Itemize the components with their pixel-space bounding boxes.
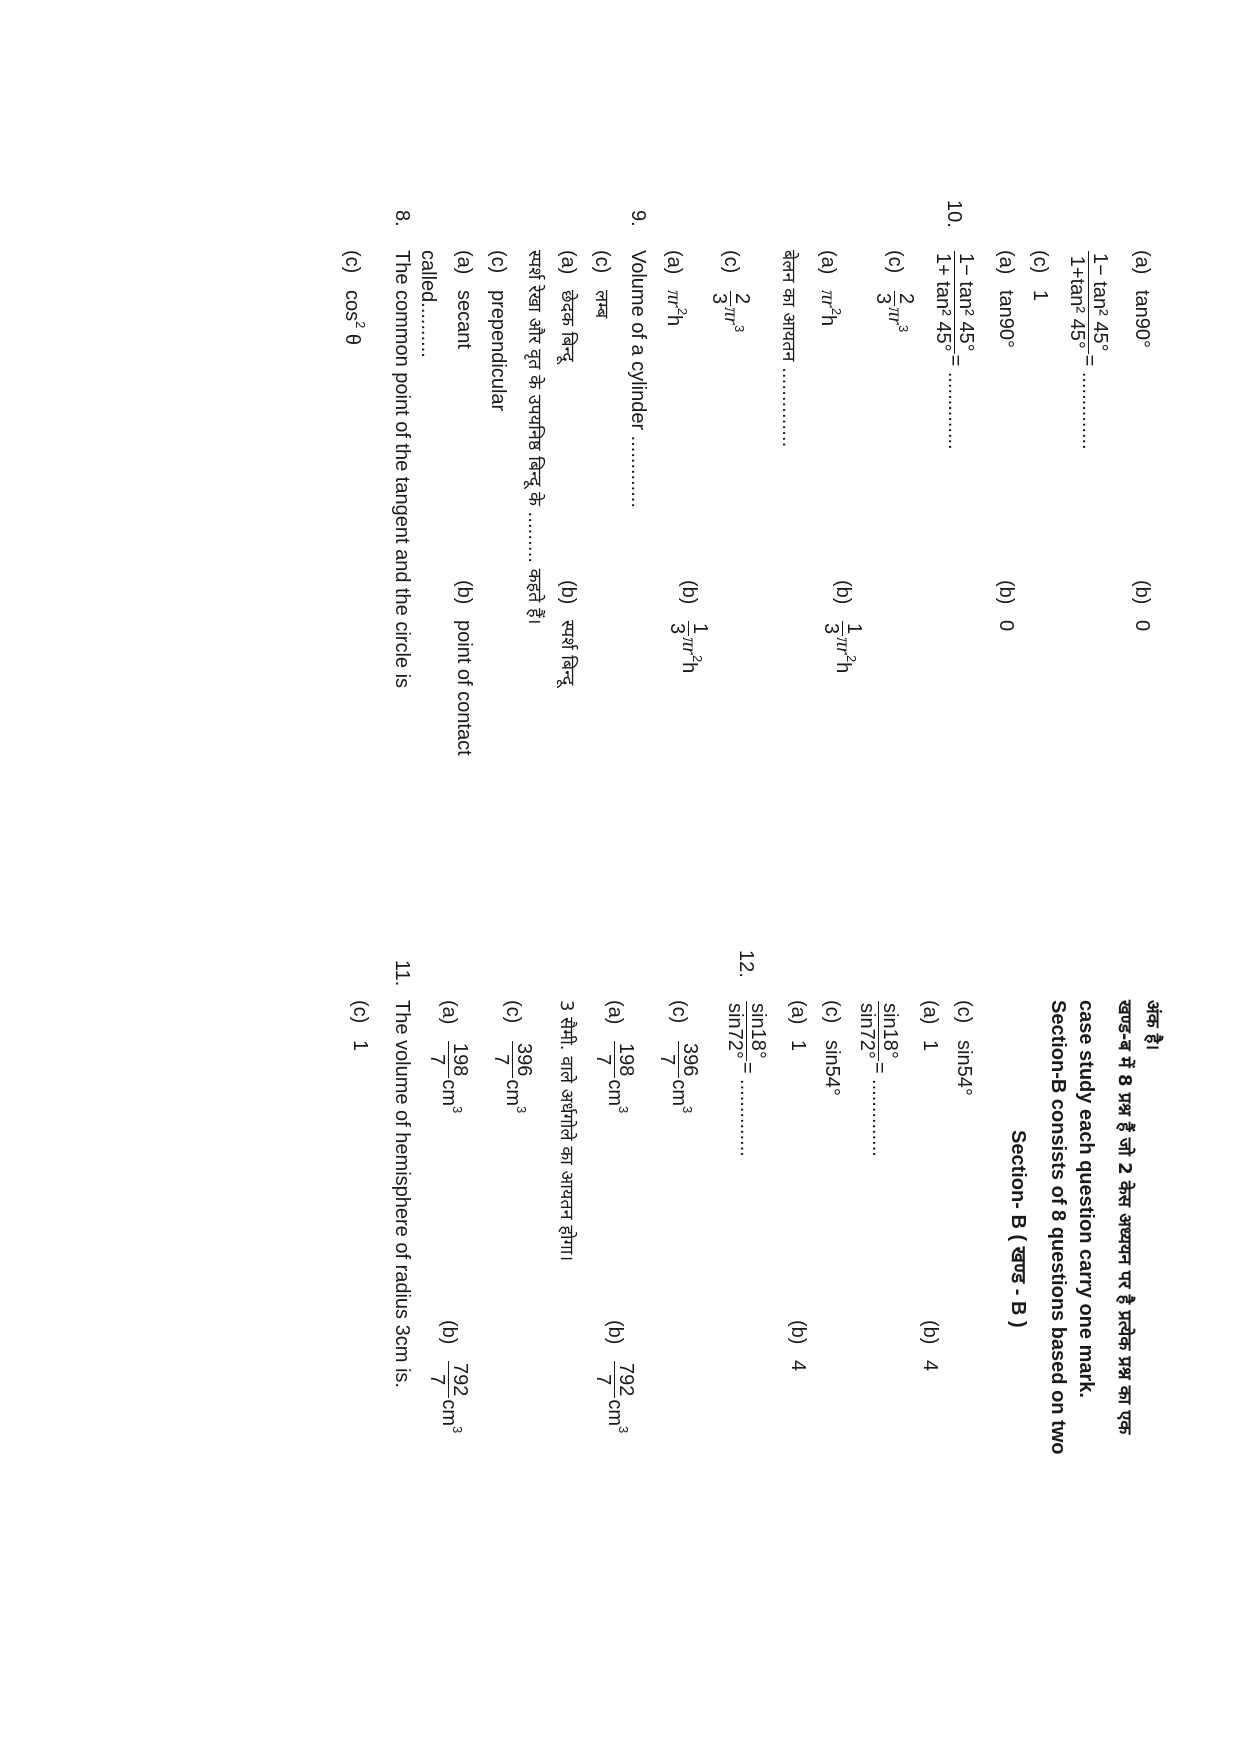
q10-hindi-option-b: (b)0 — [1131, 580, 1153, 632]
q8-line1: 8.The common point of the tangent and the circle is — [391, 210, 413, 689]
q12-hindi-option-c: (c)sin54° — [953, 1000, 975, 1096]
q7-option-c: $(c)\cos^2$ θ — [341, 250, 368, 346]
q10-option-b: (b)0 — [995, 580, 1017, 632]
q10-hindi-option-a: (a)tan90° — [1131, 250, 1153, 349]
q9-hindi-option-b: (b) 1 3 $\pi r^2h$ — [820, 580, 865, 674]
q9-hindi-question: बेलन का आयतन .............. — [778, 250, 799, 448]
q12-hindi-option-a: (a)1 — [919, 1000, 941, 1052]
q8-hindi-option-a: (a)छेदक बिन्दू — [557, 250, 579, 362]
section-b-heading: Section- B ( खण्ड - B ) — [1007, 1130, 1029, 1328]
q9-question: 9.Volume of a cylinder ............. — [627, 210, 649, 508]
q11-hindi-option-a: (a) 198 7 $cm^3$ — [592, 1000, 637, 1114]
q11-option-a: (a) 198 7 $cm^3$ — [426, 1000, 471, 1114]
q10-question: 10. 1− tan² 45° 1+ tan² 45° = .............. — [932, 200, 977, 450]
section-b-hindi-line2: अंक है। — [1142, 1000, 1163, 1051]
q12-question: 12. sin18° sin72° = .............. — [724, 950, 769, 1157]
q8-hindi-option-b: (b)स्पर्श बिन्दू — [557, 580, 579, 686]
q9-option-b: (b) 1 3 $\pi r^2h$ — [666, 580, 711, 674]
q11-hindi-question: 3 सैमी. वाले अर्धगोले का आयतन होगा। — [556, 1000, 577, 1262]
q12-hindi-option-b: (b)4 — [919, 1320, 941, 1372]
q8-hindi-question: स्पर्श रेखा और वृत के उपयनिष्ठ बिन्दू के ......... कहते हैं। — [524, 250, 545, 625]
q11-hindi-option-c: (c) 396 7 $cm^3$ — [656, 1000, 701, 1114]
section-b-hindi-line1: खण्ड-ब में 8 प्रश्न हैं जो 2 केस अध्ययन पर है प्रत्येक प्रश्न का एक — [1114, 1000, 1135, 1435]
q11-hindi-option-b: (b) 792 7 $cm^3$ — [592, 1320, 637, 1434]
q12-option-c: (c)sin54° — [821, 1000, 843, 1096]
q12-hindi-question: sin18° sin72° = .............. — [856, 1003, 901, 1157]
q11-question: 11.The volume of hemisphere of radius 3cm is. — [391, 960, 413, 1388]
q12-option-b: (b)4 — [787, 1320, 809, 1372]
q9-hindi-option-c: (c) 2 3 $\pi r^3$ — [872, 250, 917, 333]
q10-option-a: (a)tan90° — [995, 250, 1017, 349]
q11-option-c: (c) 396 7 $cm^3$ — [490, 1000, 535, 1114]
q10-tail-option-c: (c)1 — [349, 1000, 371, 1052]
q9-hindi-option-a: $(a)\pi r^2h$ — [817, 250, 844, 327]
q10-option-c: (c)1 — [1029, 250, 1051, 302]
q9-option-a: $(a)\pi r^2h$ — [663, 250, 690, 327]
q8-option-c: (c)prependicular — [487, 250, 509, 412]
q10-hindi-question: 1− tan² 45° 1+tan² 45° = .............. — [1066, 253, 1111, 450]
q8-hindi-option-c: (c)लम्ब — [591, 250, 613, 319]
section-b-line1: Section-B consists of 8 questions based on two — [1047, 1000, 1069, 1455]
q8-line2: called.......... — [417, 250, 439, 358]
q12-option-a: (a)1 — [787, 1000, 809, 1052]
q8-option-a: (a)secant — [453, 250, 475, 349]
q9-option-c: (c) 2 3 $\pi r^3$ — [708, 250, 753, 333]
q8-option-b: (b)point of contact — [453, 580, 475, 756]
section-b-line2: case study each question carry one mark. — [1075, 1000, 1097, 1398]
q11-option-b: (b) 792 7 $cm^3$ — [426, 1320, 471, 1434]
